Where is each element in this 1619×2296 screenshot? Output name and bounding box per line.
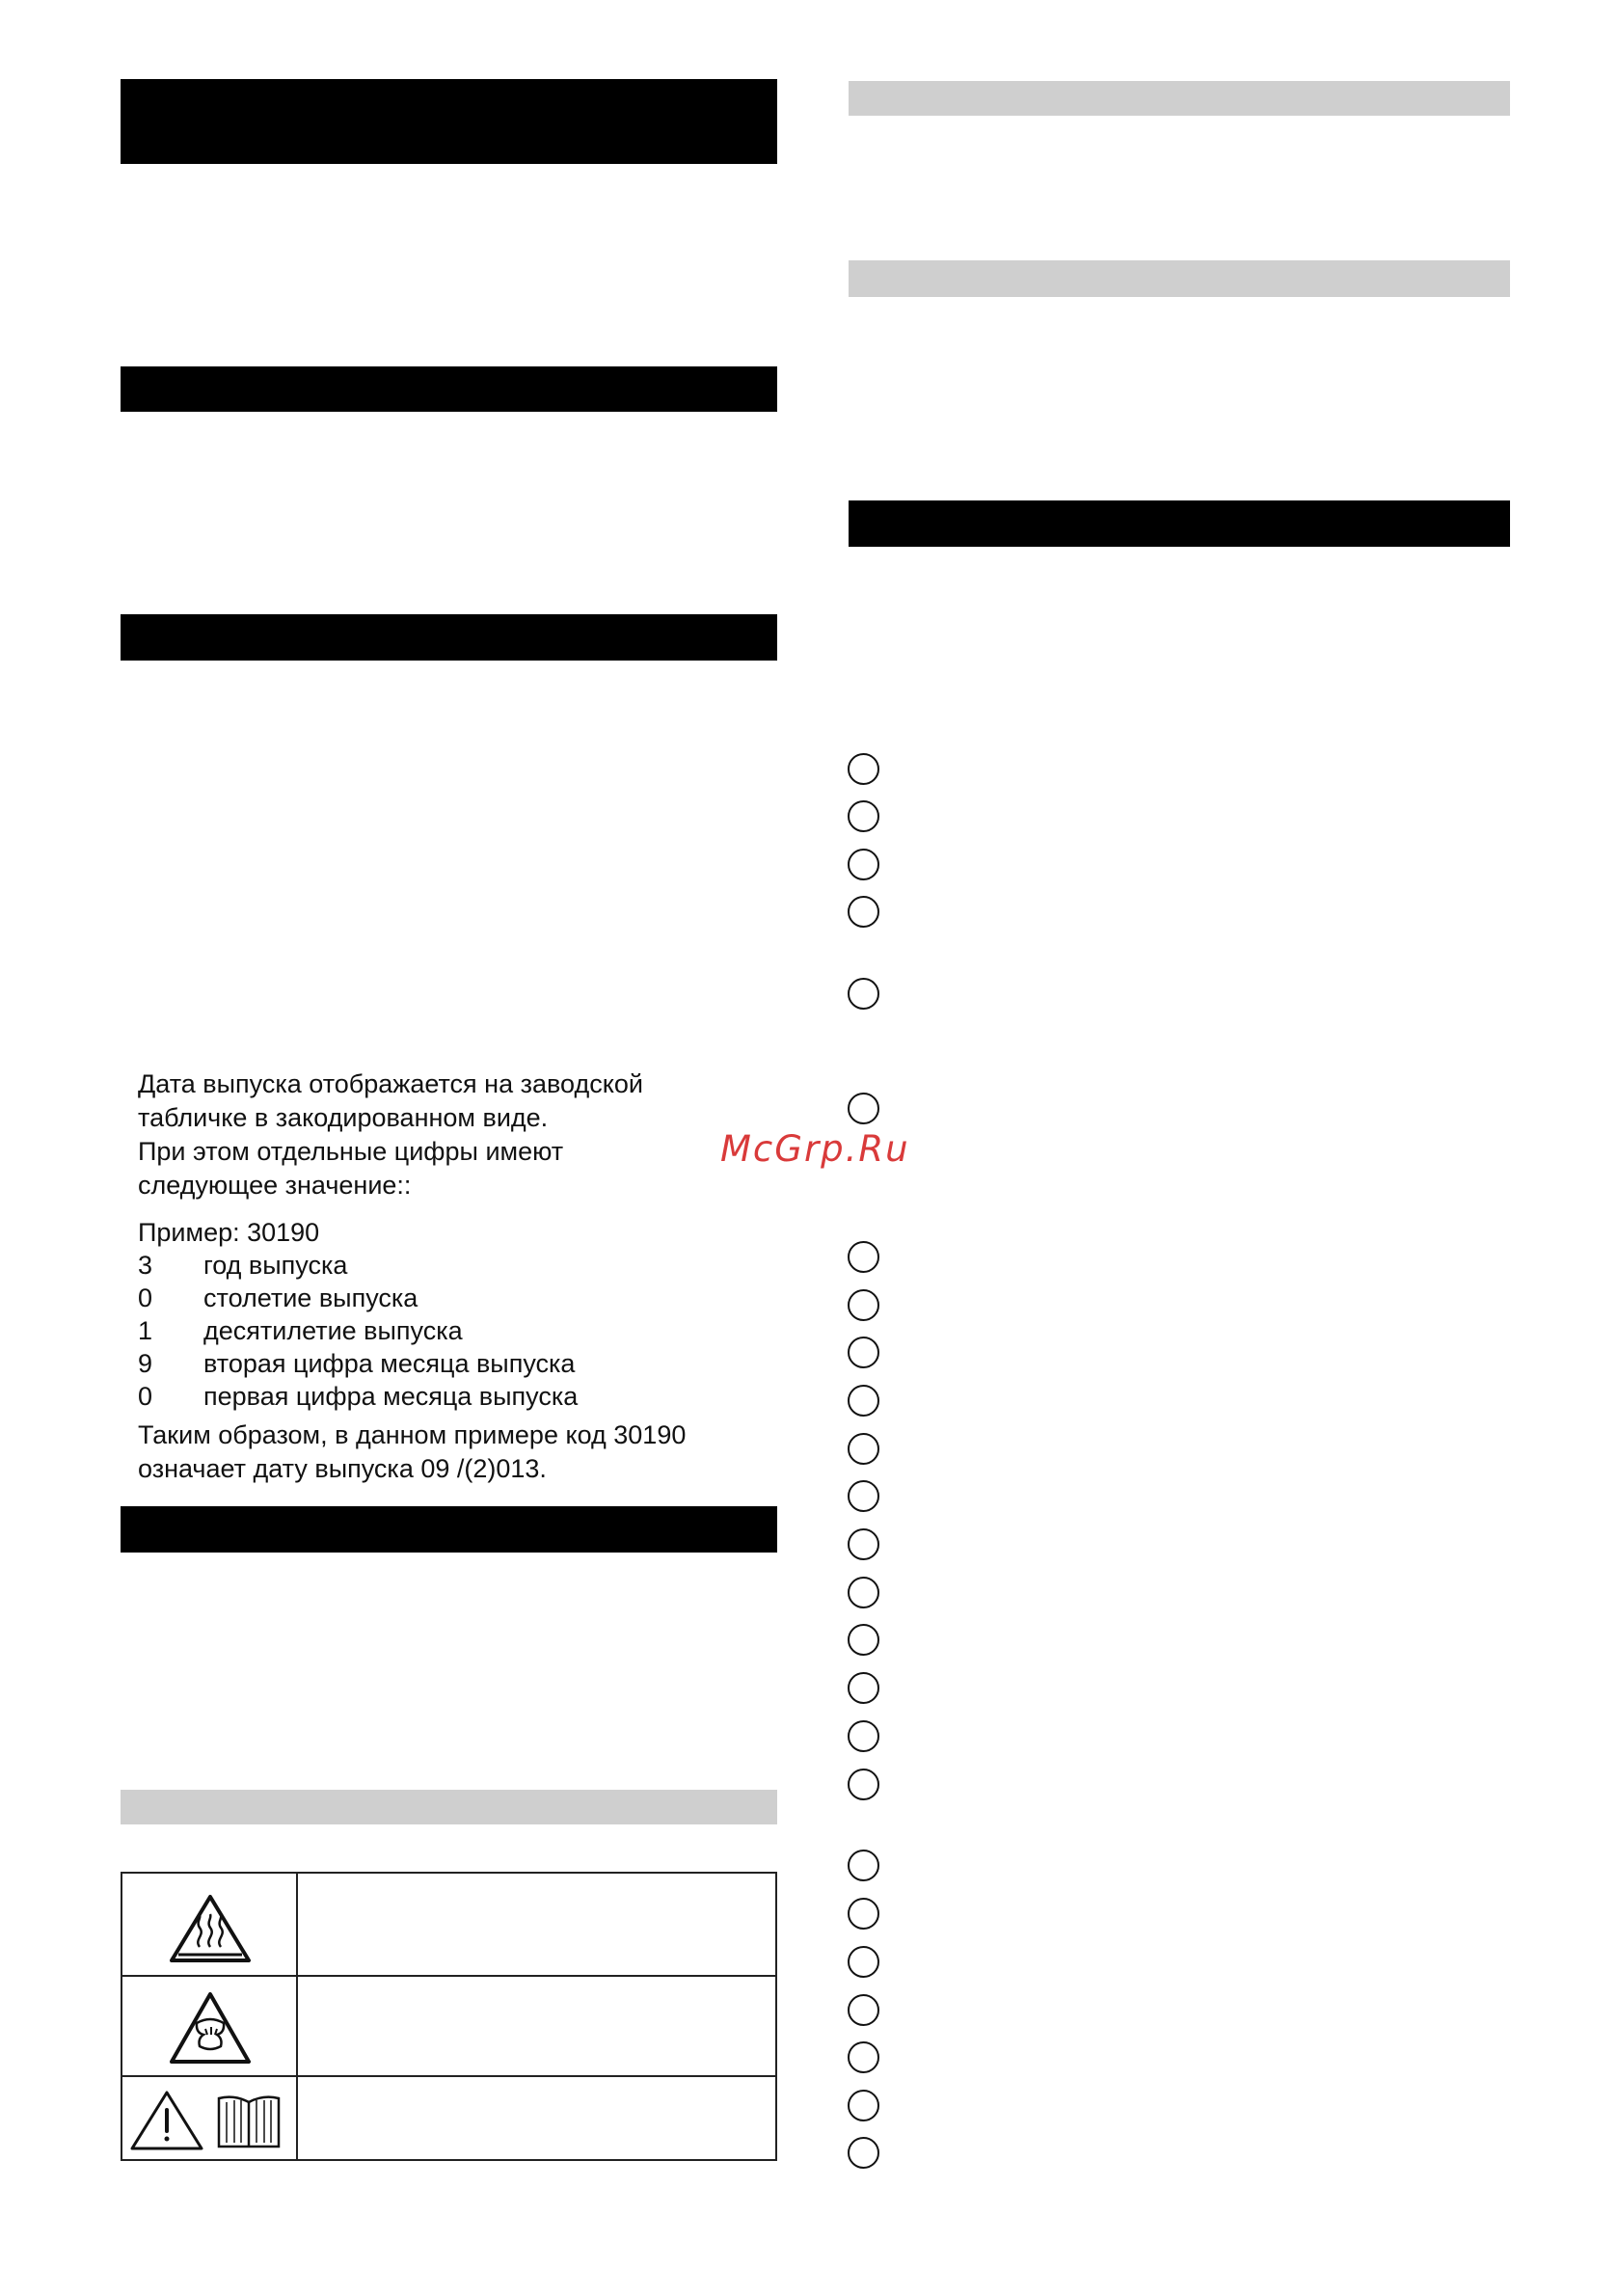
callout-circle — [848, 1241, 879, 1273]
example-meaning: столетие выпуска — [203, 1283, 418, 1312]
example-meaning: вторая цифра месяца выпуска — [203, 1349, 576, 1378]
callout-circle — [848, 1672, 879, 1704]
watermark-text: McGrp.Ru — [720, 1128, 910, 1170]
callout-circle — [848, 1528, 879, 1560]
intro-line: табличке в закодированном виде. — [138, 1103, 549, 1132]
example-digit: 3 — [138, 1251, 153, 1280]
callout-circle — [848, 2090, 879, 2121]
callout-circle — [848, 1093, 879, 1124]
callout-circle — [848, 2041, 879, 2073]
intro-line: Дата выпуска отображается на заводской — [138, 1069, 643, 1098]
read-manual-warning-icon — [130, 2089, 289, 2150]
callout-circle — [848, 1385, 879, 1417]
callout-circle — [848, 2137, 879, 2169]
hot-surface-warning-icon — [169, 1893, 252, 1964]
subsection-header-bar-3 — [849, 260, 1510, 297]
callout-circle — [848, 849, 879, 880]
callout-circle — [848, 978, 879, 1010]
section-header-bar-2 — [121, 366, 777, 412]
section-header-bar-3 — [121, 614, 777, 661]
callout-circle — [848, 896, 879, 928]
example-meaning: первая цифра месяца выпуска — [203, 1382, 579, 1411]
example-row — [138, 1249, 774, 1282]
steam-hazard-warning-icon — [169, 1990, 252, 2066]
conclusion-line: Таким образом, в данном примере код 30190 — [138, 1420, 687, 1449]
callout-circle — [848, 1480, 879, 1512]
subsection-header-bar-2 — [849, 81, 1510, 116]
example-digit: 9 — [138, 1349, 153, 1378]
example-meaning: год выпуска — [203, 1251, 348, 1280]
callout-circle — [848, 1946, 879, 1978]
production-date-example — [138, 1216, 774, 1413]
table-row — [122, 1874, 775, 1977]
callout-circle — [848, 1720, 879, 1752]
intro-line: При этом отдельные цифры имеют — [138, 1137, 564, 1166]
section-header-bar-4 — [121, 1506, 777, 1553]
intro-line: следующее значение:: — [138, 1171, 412, 1200]
example-row — [138, 1347, 774, 1380]
callout-circle — [848, 1433, 879, 1465]
callout-circle — [848, 1898, 879, 1930]
table-row — [122, 2077, 775, 2161]
section-header-bar-5 — [849, 500, 1510, 547]
callout-circle — [848, 753, 879, 785]
subsection-header-bar-1 — [121, 1790, 777, 1824]
example-row — [138, 1282, 774, 1314]
callout-circle — [848, 1850, 879, 1881]
example-meaning: десятилетие выпуска — [203, 1316, 463, 1345]
example-digit: 1 — [138, 1316, 153, 1345]
example-digit: 0 — [138, 1283, 153, 1312]
callout-circle — [848, 800, 879, 832]
callout-circle — [848, 1769, 879, 1800]
symbols-table — [121, 1872, 777, 2161]
production-date-conclusion — [138, 1418, 794, 1486]
callout-circle — [848, 1289, 879, 1321]
callout-circle — [848, 1337, 879, 1368]
callout-circle — [848, 1994, 879, 2026]
section-header-bar-1 — [121, 79, 777, 164]
production-date-intro — [138, 1067, 755, 1202]
conclusion-line: означает дату выпуска 09 /(2)013. — [138, 1454, 547, 1483]
callout-circle — [848, 1624, 879, 1656]
callout-circle — [848, 1577, 879, 1608]
example-row — [138, 1314, 774, 1347]
example-digit: 0 — [138, 1382, 153, 1411]
example-row — [138, 1380, 774, 1413]
example-label: Пример: 30190 — [138, 1218, 320, 1247]
table-row — [122, 1977, 775, 2077]
